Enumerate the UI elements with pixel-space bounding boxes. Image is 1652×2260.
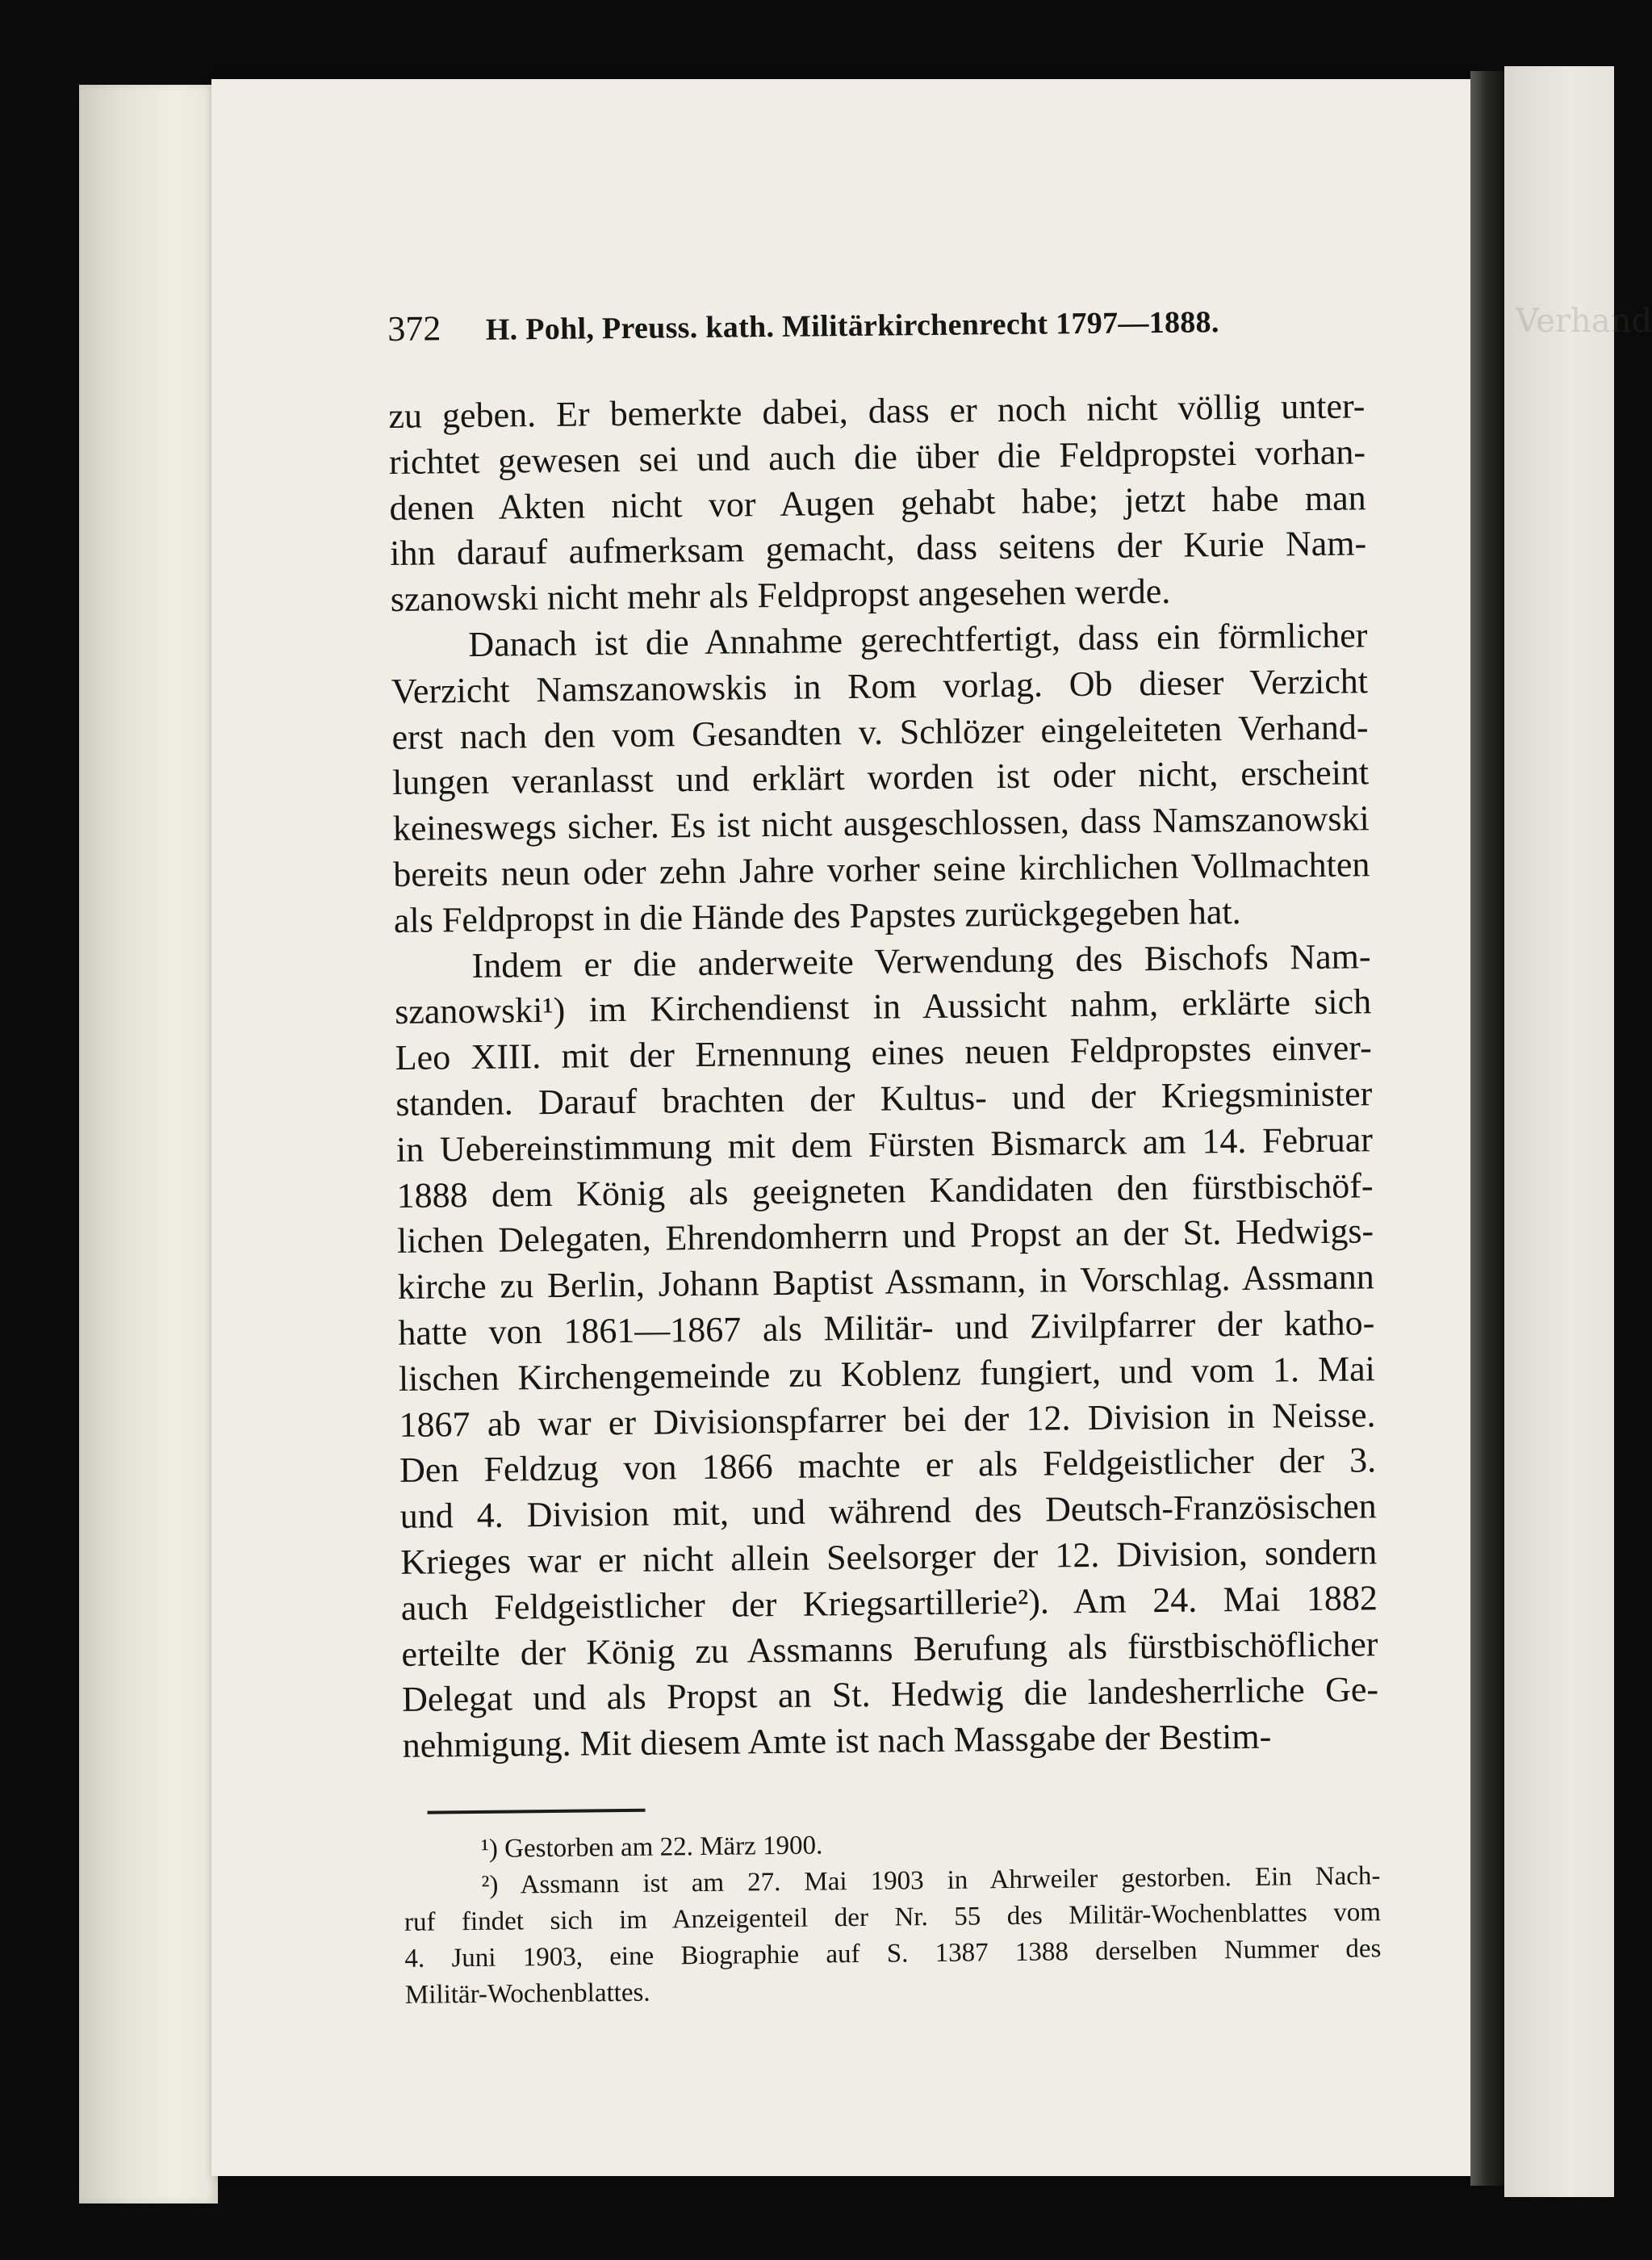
text-line: Verzicht Namszanowskis in Rom vorlag. Ob dieser Verzicht — [391, 661, 1369, 711]
text-line: richtet gewesen sei und auch die über die Feldpropstei vorhan- — [388, 432, 1366, 482]
text-line: lungen veranlasst und erklärt worden ist oder nicht, erscheint — [391, 752, 1370, 803]
text-line: in Uebereinstimmung mit dem Fürsten Bismarck am 14. Februar — [395, 1120, 1374, 1170]
footnote-line: ruf findet sich im Anzeigenteil der Nr. 55 des Militär-Wochenblattes vom — [404, 1898, 1382, 1937]
text-line: zu geben. Er bemerkte dabei, dass er noch nicht völlig unter- — [388, 386, 1366, 436]
running-title: H. Pohl, Preuss. kath. Militärkirchenrecht 1797—1888. — [485, 305, 1219, 347]
footnote-line: 4. Juni 1903, eine Biographie auf S. 1387 1388 derselben Nummer des — [404, 1934, 1382, 1973]
text-line: Leo XIII. mit der Ernennung eines neuen Feldpropstes einver- — [395, 1027, 1372, 1078]
text-line: erst nach den vom Gesandten v. Schlözer eingeleiteten Verhand- — [391, 706, 1369, 757]
text-line: Krieges war er nicht allein Seelsorger der 12. Division, sondern — [400, 1532, 1378, 1582]
facing-page — [1504, 66, 1652, 2197]
text-line: erteilte der König zu Assmanns Berufung als fürstbischöflicher — [401, 1623, 1378, 1674]
footnote-line: Militär-Wochenblattes. — [404, 1978, 650, 2010]
text-line: standen. Darauf brachten der Kultus- und der Kriegsminister — [395, 1074, 1373, 1124]
text-line: bereits neun oder zehn Jahre vorher seine kirchlichen Vollmachten — [393, 844, 1370, 894]
book-gutter — [1470, 71, 1504, 2186]
text-line: auch Feldgeistlicher der Kriegsartillerie²). Am 24. Mai 1882 — [400, 1577, 1378, 1628]
text-line: lischen Kirchengemeinde zu Koblenz fungiert, und vom 1. Mai — [398, 1348, 1376, 1399]
text-line: szanowski¹) im Kirchendienst in Aussicht nahm, erklärte sich — [394, 981, 1372, 1032]
text-line: kirche zu Berlin, Johann Baptist Assmann, in Vorschlag. Assmann — [397, 1257, 1374, 1308]
book-page-edges — [79, 85, 218, 2204]
text-line: Danach ist die Annahme gerechtfertigt, dass ein förmlicher — [468, 615, 1368, 664]
text-line: hatte von 1861—1867 als Militär- und Zivilpfarrer der katho- — [398, 1303, 1375, 1353]
page-text-block — [387, 295, 1382, 2013]
body-text — [388, 383, 1379, 1768]
text-line: und 4. Division mit, und während des Deutsch-Französischen — [399, 1486, 1377, 1537]
text-line: 1888 dem König als geeigneten Kandidaten den fürstbischöf- — [396, 1165, 1374, 1216]
text-line: Indem er die anderweite Verwendung des Bischofs Nam- — [471, 935, 1371, 986]
footnote-line: ¹) Gestorben am 22. März 1900. — [480, 1831, 823, 1864]
text-line: als Feldpropst in die Hände des Papstes zurückgegeben hat. — [393, 891, 1241, 940]
page-number: 372 — [387, 308, 441, 349]
text-line: Den Feldzug von 1866 machte er als Feldgeistlicher der 3. — [399, 1440, 1377, 1491]
text-line: ihn darauf aufmerksam gemacht, dass seitens der Kurie Nam- — [389, 523, 1367, 574]
text-line: szanowski nicht mehr als Feldpropst angesehen werde. — [390, 571, 1171, 620]
text-line: 1867 ab war er Divisionspfarrer bei der 12. Division in Neisse. — [399, 1394, 1376, 1445]
text-line: denen Akten nicht vor Augen gehabt habe; jetzt habe man — [389, 477, 1366, 528]
text-line: keineswegs sicher. Es ist nicht ausgeschlossen, dass Namszanowski — [392, 798, 1370, 849]
text-line: nehmigung. Mit diesem Amte ist nach Massgabe der Bestim- — [402, 1716, 1272, 1766]
text-line: Delegat und als Propst an St. Hedwig die landesherrliche Ge- — [401, 1669, 1379, 1720]
running-header — [387, 295, 1365, 394]
footnotes — [404, 1822, 1382, 2014]
footnote-rule — [428, 1809, 646, 1814]
text-line: lichen Delegaten, Ehrendomherrn und Propst an der St. Hedwigs- — [396, 1211, 1374, 1262]
footnote-line: ²) Assmann ist am 27. Mai 1903 in Ahrweiler gestorben. Ein Nach- — [481, 1861, 1381, 1900]
bleed-through-text: Verhand — [1516, 303, 1652, 340]
